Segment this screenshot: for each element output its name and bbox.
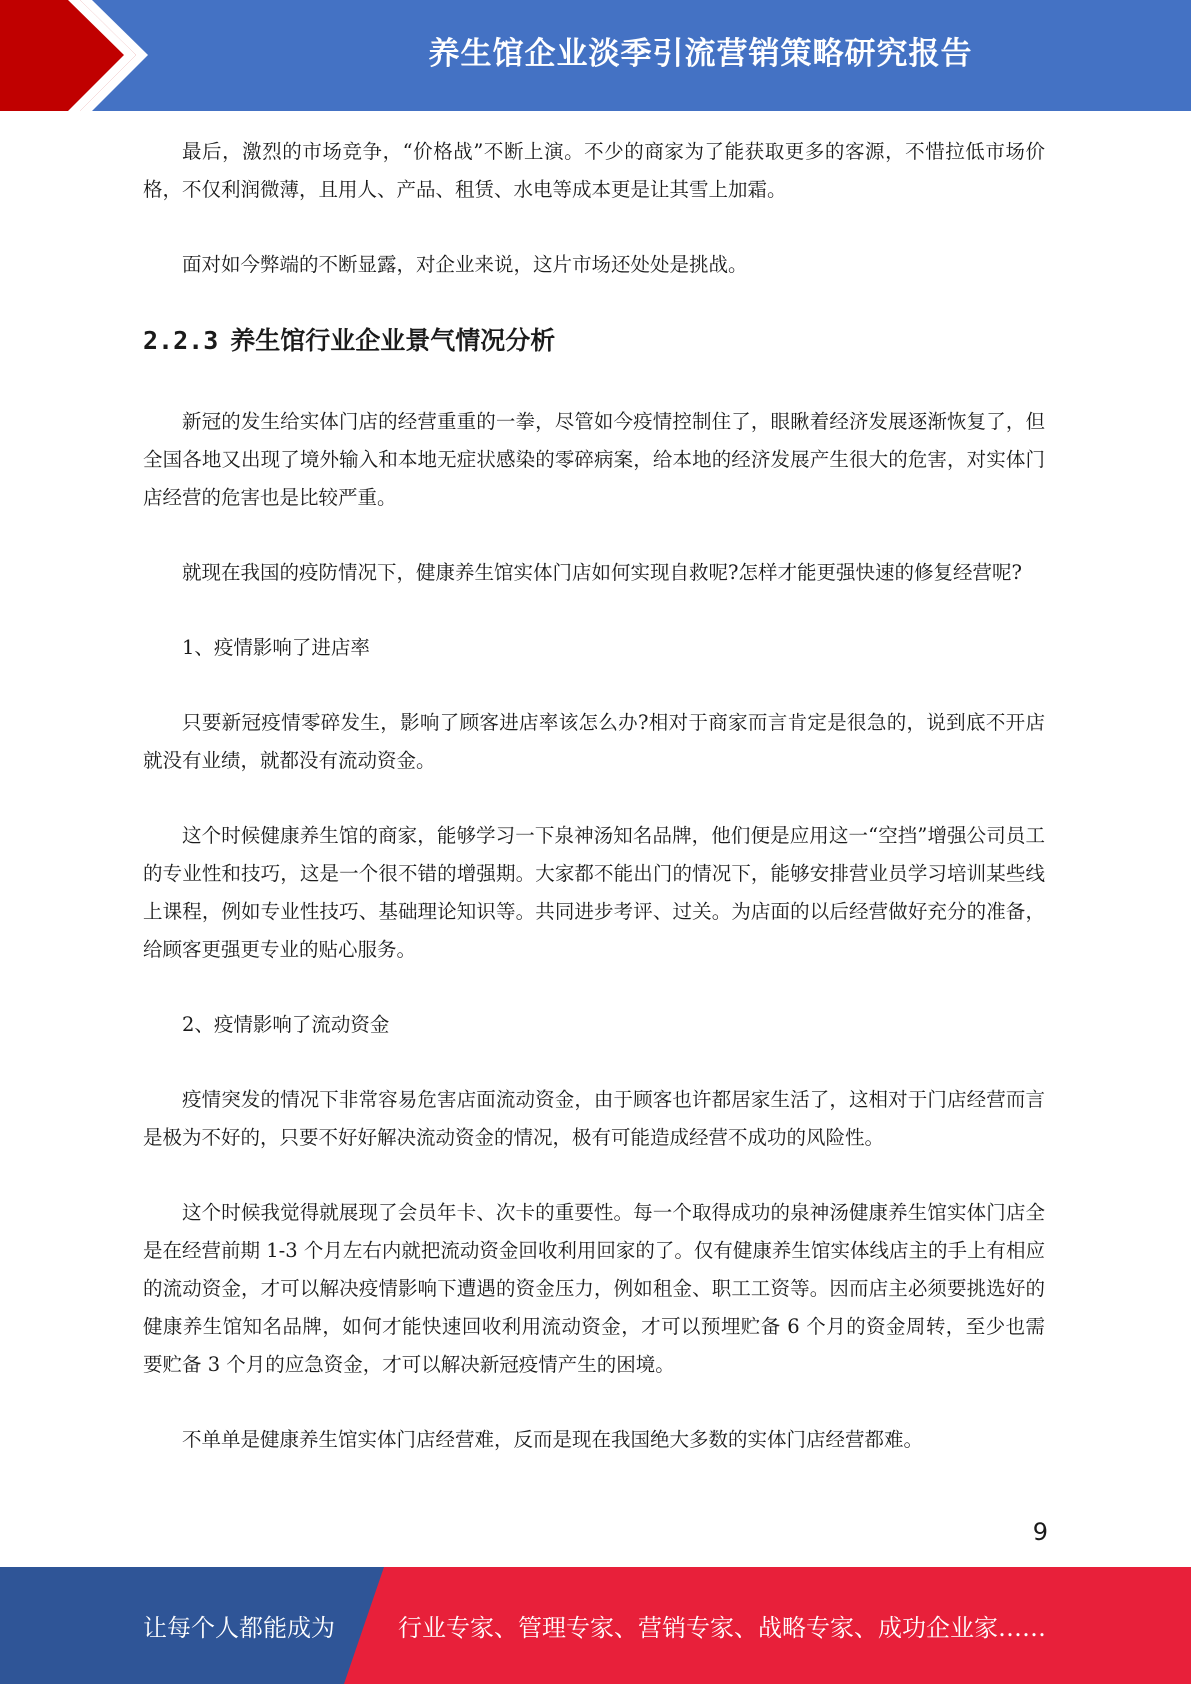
page-footer xyxy=(0,1567,1191,1684)
document-title: 养生馆企业淡季引流营销策略研究报告 xyxy=(428,35,973,72)
footer-slogan-right: 行业专家、管理专家、营销专家、战略专家、成功企业家…… xyxy=(398,1614,1046,1642)
paragraph: 新冠的发生给实体门店的经营重重的一拳，尽管如今疫情控制住了，眼瞅着经济发展逐渐恢复了，但全国各地又出现了境外输入和本地无症状感染的零碎病案，给本地的经济发展产生很大的危害，对实体门店经营的危害也是比较严重。 xyxy=(143,410,1045,509)
paragraph: 面对如今弊端的不断显露，对企业来说，这片市场还处处是挑战。 xyxy=(182,253,748,276)
paragraph: 这个时候我觉得就展现了会员年卡、次卡的重要性。每一个取得成功的泉神汤健康养生馆实体门店全是在经营前期 1-3 个月左右内就把流动资金回收利用回家的了。仅有健康养生馆实体线店主的手上有相应的流动资金，才可以解决疫情影响下遭遇的资金压力，例如租金、职工工资等。因而店主必须要挑选好的健康养生馆知名品牌，如何才能快速回收利用流动资金，才可以预埋贮备 6 个月的资金周转，至少也需要贮备 3 个月的应急资金，才可以解决新冠疫情产生的困境。 xyxy=(143,1201,1045,1376)
paragraph: 就现在我国的疫防情况下，健康养生馆实体门店如何实现自救呢?怎样才能更强快速的修复经营呢? xyxy=(182,561,1022,584)
paragraph: 疫情突发的情况下非常容易危害店面流动资金，由于顾客也许都居家生活了，这相对于门店经营而言是极为不好的，只要不好好解决流动资金的情况，极有可能造成经营不成功的风险性。 xyxy=(143,1088,1045,1149)
section-heading-text: 养生馆行业企业景气情况分析 xyxy=(230,326,556,355)
paragraph: 不单单是健康养生馆实体门店经营难，反而是现在我国绝大多数的实体门店经营都难。 xyxy=(182,1428,924,1451)
paragraph: 这个时候健康养生馆的商家，能够学习一下泉神汤知名品牌，他们便是应用这一“空挡”增强公司员工的专业性和技巧，这是一个很不错的增强期。大家都不能出门的情况下，能够安排营业员学习培训某些线上课程，例如专业性技巧、基础理论知识等。共同进步考评、过关。为店面的以后经营做好充分的准备，给顾客更强更专业的贴心服务。 xyxy=(143,824,1045,961)
section-number: 2.2.3 xyxy=(143,326,219,355)
page-header xyxy=(0,0,1191,111)
paragraph: 只要新冠疫情零碎发生，影响了顾客进店率该怎么办?相对于商家而言肯定是很急的，说到底不开店就没有业绩，就都没有流动资金。 xyxy=(143,711,1045,772)
section-heading xyxy=(143,321,1045,361)
page-number: 9 xyxy=(1032,1518,1048,1546)
header-chevron-decoration xyxy=(0,0,160,111)
document-body xyxy=(143,133,1045,1496)
list-item-heading: 2、疫情影响了流动资金 xyxy=(182,1013,390,1036)
paragraph: 最后，激烈的市场竞争，“价格战”不断上演。不少的商家为了能获取更多的客源，不惜拉低市场价格，不仅利润微薄，且用人、产品、租赁、水电等成本更是让其雪上加霜。 xyxy=(143,140,1045,201)
footer-slogan-left: 让每个人都能成为 xyxy=(143,1614,335,1642)
list-item-heading: 1、疫情影响了进店率 xyxy=(182,636,370,659)
